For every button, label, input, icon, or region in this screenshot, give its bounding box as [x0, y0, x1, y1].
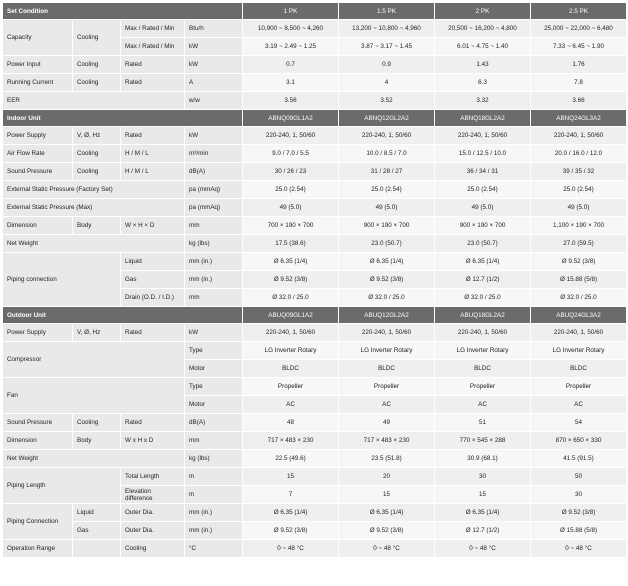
- spec-label-cell: Outdoor Unit: [3, 307, 243, 324]
- spec-row: [3, 199, 627, 217]
- spec-value-cell: 220-240, 1, 50/60: [339, 324, 435, 342]
- spec-value-cell: 41.5 (91.5): [531, 450, 627, 468]
- spec-value-cell: LG Inverter Rotary: [243, 342, 339, 360]
- spec-label-cell: [73, 540, 121, 558]
- spec-value-cell: AC: [243, 396, 339, 414]
- spec-value-cell: Ø 6.35 (1/4): [339, 504, 435, 522]
- spec-value-cell: 20.0 / 16.0 / 12.0: [531, 145, 627, 163]
- spec-label-cell: Running Current: [3, 74, 73, 92]
- spec-value-cell: 0 ~ 48 °C: [339, 540, 435, 558]
- spec-value-cell: 717 × 483 × 230: [243, 432, 339, 450]
- spec-value-cell: 49 (5.0): [243, 199, 339, 217]
- spec-row: [3, 163, 627, 181]
- spec-value-cell: 9.0 / 7.0 / 5.5: [243, 145, 339, 163]
- spec-label-cell: mm (in.): [185, 253, 243, 271]
- spec-label-cell: Max / Rated / Min: [121, 38, 185, 56]
- spec-value-cell: BLDC: [435, 360, 531, 378]
- spec-value-cell: 49 (5.0): [531, 199, 627, 217]
- spec-value-cell: 220-240, 1, 50/60: [435, 324, 531, 342]
- spec-label-cell: V, Ø, Hz: [73, 127, 121, 145]
- spec-value-cell: ABUQ18GL2A2: [435, 307, 531, 324]
- spec-label-cell: pa (mmAq): [185, 199, 243, 217]
- spec-label-cell: Cooling: [73, 163, 121, 181]
- spec-label-cell: Sound Pressure: [3, 163, 73, 181]
- spec-value-cell: BLDC: [243, 360, 339, 378]
- spec-label-cell: kW: [185, 324, 243, 342]
- spec-row: [3, 253, 627, 271]
- spec-value-cell: 700 × 190 × 700: [243, 217, 339, 235]
- spec-label-cell: Liquid: [121, 253, 185, 271]
- spec-label-cell: Body: [73, 432, 121, 450]
- spec-label-cell: Btu/h: [185, 20, 243, 38]
- spec-value-cell: 220-240, 1, 50/60: [531, 127, 627, 145]
- spec-value-cell: 3.66: [531, 92, 627, 110]
- spec-value-cell: LG Inverter Rotary: [531, 342, 627, 360]
- spec-value-cell: 1,100 × 190 × 700: [531, 217, 627, 235]
- spec-value-cell: BLDC: [339, 360, 435, 378]
- spec-value-cell: 3.87 ~ 3.17 ~ 1.45: [339, 38, 435, 56]
- spec-value-cell: 39 / 35 / 32: [531, 163, 627, 181]
- spec-value-cell: ABNQ18GL2A2: [435, 110, 531, 127]
- spec-label-cell: Fan: [3, 378, 185, 414]
- spec-label-cell: Net Weight: [3, 235, 185, 253]
- spec-value-cell: 0 ~ 48 °C: [435, 540, 531, 558]
- spec-value-cell: 22.5 (49.6): [243, 450, 339, 468]
- spec-value-cell: 770 × 545 × 288: [435, 432, 531, 450]
- spec-value-cell: 10.0 / 8.5 / 7.0: [339, 145, 435, 163]
- spec-label-cell: Dimension: [3, 217, 73, 235]
- spec-value-cell: 1 PK: [243, 3, 339, 20]
- spec-label-cell: Total Length: [121, 468, 185, 486]
- spec-label-cell: H / M / L: [121, 163, 185, 181]
- spec-value-cell: 25.0 (2.54): [243, 181, 339, 199]
- spec-value-cell: 25.0 (2.54): [435, 181, 531, 199]
- spec-label-cell: Type: [185, 378, 243, 396]
- spec-label-cell: Cooling: [73, 20, 121, 56]
- spec-label-cell: Cooling: [73, 56, 121, 74]
- spec-row: [3, 217, 627, 235]
- spec-label-cell: Rated: [121, 324, 185, 342]
- spec-label-cell: Rated: [121, 414, 185, 432]
- spec-label-cell: Piping Connection: [3, 504, 73, 540]
- spec-value-cell: 7.33 ~ 6.45 ~ 1.90: [531, 38, 627, 56]
- spec-label-cell: w/w: [185, 92, 243, 110]
- spec-label-cell: Outer Dia.: [121, 522, 185, 540]
- spec-label-cell: Indoor Unit: [3, 110, 243, 127]
- spec-value-cell: BLDC: [531, 360, 627, 378]
- spec-label-cell: W × H × D: [121, 217, 185, 235]
- spec-value-cell: Ø 6.35 (1/4): [339, 253, 435, 271]
- spec-table-body: [3, 3, 627, 558]
- spec-label-cell: External Static Pressure (Factory Set): [3, 181, 185, 199]
- spec-value-cell: 1.43: [435, 56, 531, 74]
- spec-value-cell: 3.52: [339, 92, 435, 110]
- spec-value-cell: 0.7: [243, 56, 339, 74]
- spec-label-cell: kg (lbs): [185, 235, 243, 253]
- spec-value-cell: 3.32: [435, 92, 531, 110]
- spec-label-cell: mm (in.): [185, 271, 243, 289]
- spec-row: [3, 504, 627, 522]
- spec-value-cell: 0.9: [339, 56, 435, 74]
- spec-value-cell: 2.5 PK: [531, 3, 627, 20]
- spec-label-cell: Drain (O.D. / I.D.): [121, 289, 185, 307]
- spec-label-cell: Motor: [185, 396, 243, 414]
- spec-label-cell: Rated: [121, 74, 185, 92]
- spec-value-cell: 0 ~ 48 °C: [531, 540, 627, 558]
- spec-value-cell: ABNQ24GL3A2: [531, 110, 627, 127]
- spec-value-cell: Ø 15.88 (5/8): [531, 271, 627, 289]
- spec-value-cell: 15.0 / 12.5 / 10.0: [435, 145, 531, 163]
- spec-value-cell: 25.0 (2.54): [531, 181, 627, 199]
- spec-value-cell: 15: [339, 486, 435, 504]
- spec-value-cell: 30.9 (68.1): [435, 450, 531, 468]
- spec-value-cell: Propeller: [339, 378, 435, 396]
- spec-value-cell: Ø 9.52 (3/8): [243, 522, 339, 540]
- spec-value-cell: ABNQ09GL1A2: [243, 110, 339, 127]
- spec-label-cell: Dimension: [3, 432, 73, 450]
- spec-value-cell: 49 (5.0): [435, 199, 531, 217]
- spec-value-cell: 10,900 ~ 8,500 ~ 4,260: [243, 20, 339, 38]
- spec-label-cell: Piping Length: [3, 468, 121, 504]
- spec-value-cell: 3.56: [243, 92, 339, 110]
- spec-value-cell: 31 / 28 / 27: [339, 163, 435, 181]
- spec-value-cell: Propeller: [531, 378, 627, 396]
- spec-row: [3, 92, 627, 110]
- spec-value-cell: Ø 9.52 (3/8): [531, 504, 627, 522]
- spec-value-cell: 220-240, 1, 50/60: [243, 127, 339, 145]
- spec-value-cell: 49 (5.0): [339, 199, 435, 217]
- spec-label-cell: mm (in.): [185, 504, 243, 522]
- spec-value-cell: 15: [435, 486, 531, 504]
- spec-label-cell: Power Supply: [3, 324, 73, 342]
- spec-label-cell: Piping connection: [3, 253, 121, 307]
- spec-value-cell: Ø 32.0 / 25.0: [339, 289, 435, 307]
- spec-value-cell: Ø 6.35 (1/4): [243, 253, 339, 271]
- spec-row: [3, 324, 627, 342]
- spec-value-cell: 220-240, 1, 50/60: [531, 324, 627, 342]
- spec-value-cell: 20: [339, 468, 435, 486]
- spec-value-cell: Ø 6.35 (1/4): [435, 253, 531, 271]
- spec-label-cell: W x H x D: [121, 432, 185, 450]
- spec-value-cell: 13,200 ~ 10,800 ~ 4,960: [339, 20, 435, 38]
- spec-label-cell: Cooling: [73, 74, 121, 92]
- spec-label-cell: External Static Pressure (Max): [3, 199, 185, 217]
- spec-label-cell: EER: [3, 92, 185, 110]
- section-header-row: [3, 307, 627, 324]
- spec-label-cell: Type: [185, 342, 243, 360]
- spec-value-cell: 6.3: [435, 74, 531, 92]
- spec-value-cell: ABUQ12GL2A2: [339, 307, 435, 324]
- spec-value-cell: 54: [531, 414, 627, 432]
- spec-value-cell: 220-240, 1, 50/60: [435, 127, 531, 145]
- spec-label-cell: dB(A): [185, 414, 243, 432]
- spec-value-cell: Ø 12.7 (1/2): [435, 522, 531, 540]
- spec-row: [3, 522, 627, 540]
- spec-row: [3, 432, 627, 450]
- spec-value-cell: 3.1: [243, 74, 339, 92]
- spec-value-cell: 30: [531, 486, 627, 504]
- spec-value-cell: 20,500 ~ 16,200 ~ 4,800: [435, 20, 531, 38]
- spec-value-cell: Ø 9.52 (3/8): [243, 271, 339, 289]
- spec-row: [3, 342, 627, 360]
- spec-value-cell: 6.01 ~ 4.75 ~ 1.40: [435, 38, 531, 56]
- spec-value-cell: 48: [243, 414, 339, 432]
- spec-value-cell: 17.5 (38.6): [243, 235, 339, 253]
- spec-row: [3, 20, 627, 38]
- spec-value-cell: AC: [531, 396, 627, 414]
- spec-label-cell: kg (lbs): [185, 450, 243, 468]
- spec-row: [3, 181, 627, 199]
- spec-value-cell: 1.76: [531, 56, 627, 74]
- spec-value-cell: 900 × 190 × 700: [435, 217, 531, 235]
- spec-value-cell: 4: [339, 74, 435, 92]
- spec-label-cell: kW: [185, 38, 243, 56]
- spec-label-cell: Rated: [121, 56, 185, 74]
- spec-value-cell: 23.0 (50.7): [339, 235, 435, 253]
- spec-value-cell: 0 ~ 48 °C: [243, 540, 339, 558]
- spec-value-cell: ABNQ12GL2A2: [339, 110, 435, 127]
- spec-label-cell: Cooling: [121, 540, 185, 558]
- spec-value-cell: Ø 32.0 / 25.0: [531, 289, 627, 307]
- spec-row: [3, 378, 627, 396]
- spec-row: [3, 74, 627, 92]
- spec-value-cell: 23.5 (51.8): [339, 450, 435, 468]
- spec-value-cell: 30 / 26 / 23: [243, 163, 339, 181]
- spec-label-cell: Body: [73, 217, 121, 235]
- spec-value-cell: 23.0 (50.7): [435, 235, 531, 253]
- spec-label-cell: mm (in.): [185, 522, 243, 540]
- spec-label-cell: Rated: [121, 127, 185, 145]
- spec-label-cell: pa (mmAq): [185, 181, 243, 199]
- spec-value-cell: 3.19 ~ 2.49 ~ 1.25: [243, 38, 339, 56]
- spec-value-cell: 717 × 483 × 230: [339, 432, 435, 450]
- spec-label-cell: Liquid: [73, 504, 121, 522]
- spec-value-cell: 27.0 (59.5): [531, 235, 627, 253]
- spec-value-cell: Ø 32.0 / 25.0: [243, 289, 339, 307]
- spec-label-cell: m: [185, 468, 243, 486]
- spec-label-cell: dB(A): [185, 163, 243, 181]
- spec-label-cell: Power Input: [3, 56, 73, 74]
- spec-label-cell: Operation Range: [3, 540, 73, 558]
- spec-value-cell: Ø 6.35 (1/4): [243, 504, 339, 522]
- spec-label-cell: Gas: [73, 522, 121, 540]
- spec-value-cell: Ø 32.0 / 25.0: [435, 289, 531, 307]
- spec-label-cell: Set Condition: [3, 3, 243, 20]
- spec-value-cell: 900 × 190 × 700: [339, 217, 435, 235]
- spec-value-cell: 49: [339, 414, 435, 432]
- spec-label-cell: kW: [185, 127, 243, 145]
- spec-label-cell: Cooling: [73, 414, 121, 432]
- spec-value-cell: 25,000 ~ 22,000 ~ 6,480: [531, 20, 627, 38]
- spec-value-cell: ABUQ24GL3A2: [531, 307, 627, 324]
- section-header-row: [3, 110, 627, 127]
- spec-value-cell: 50: [531, 468, 627, 486]
- spec-label-cell: Motor: [185, 360, 243, 378]
- spec-value-cell: Ø 15.88 (5/8): [531, 522, 627, 540]
- spec-label-cell: Net Weight: [3, 450, 185, 468]
- spec-table: [2, 2, 627, 558]
- spec-value-cell: Propeller: [243, 378, 339, 396]
- spec-value-cell: 25.0 (2.54): [339, 181, 435, 199]
- spec-value-cell: 7.8: [531, 74, 627, 92]
- spec-row: [3, 145, 627, 163]
- spec-label-cell: m: [185, 486, 243, 504]
- spec-label-cell: Outer Dia.: [121, 504, 185, 522]
- section-header-row: [3, 3, 627, 20]
- spec-row: [3, 56, 627, 74]
- spec-value-cell: 2 PK: [435, 3, 531, 20]
- spec-value-cell: 870 × 650 × 330: [531, 432, 627, 450]
- spec-value-cell: Propeller: [435, 378, 531, 396]
- spec-value-cell: Ø 12.7 (1/2): [435, 271, 531, 289]
- spec-row: [3, 414, 627, 432]
- spec-row: [3, 540, 627, 558]
- spec-value-cell: 51: [435, 414, 531, 432]
- spec-value-cell: 220-240, 1, 50/60: [243, 324, 339, 342]
- spec-label-cell: mm: [185, 289, 243, 307]
- spec-label-cell: Capacity: [3, 20, 73, 56]
- spec-label-cell: Air Flow Rate: [3, 145, 73, 163]
- spec-row: [3, 235, 627, 253]
- spec-value-cell: LG Inverter Rotary: [435, 342, 531, 360]
- spec-label-cell: mm: [185, 432, 243, 450]
- spec-value-cell: Ø 9.52 (3/8): [339, 271, 435, 289]
- spec-label-cell: A: [185, 74, 243, 92]
- spec-value-cell: 1.5 PK: [339, 3, 435, 20]
- spec-label-cell: V, Ø, Hz: [73, 324, 121, 342]
- spec-value-cell: Ø 9.52 (3/8): [531, 253, 627, 271]
- spec-value-cell: Ø 9.52 (3/8): [339, 522, 435, 540]
- spec-label-cell: kW: [185, 56, 243, 74]
- spec-label-cell: Gas: [121, 271, 185, 289]
- spec-label-cell: Sound Pressure: [3, 414, 73, 432]
- spec-label-cell: Cooling: [73, 145, 121, 163]
- spec-value-cell: Ø 6.35 (1/4): [435, 504, 531, 522]
- spec-label-cell: mm: [185, 217, 243, 235]
- spec-value-cell: 30: [435, 468, 531, 486]
- spec-value-cell: AC: [339, 396, 435, 414]
- spec-row: [3, 450, 627, 468]
- spec-label-cell: Elevation difference: [121, 486, 185, 504]
- spec-value-cell: 7: [243, 486, 339, 504]
- spec-value-cell: ABUQ09GL1A2: [243, 307, 339, 324]
- spec-value-cell: 220-240, 1, 50/60: [339, 127, 435, 145]
- spec-value-cell: 36 / 34 / 31: [435, 163, 531, 181]
- spec-label-cell: Compressor: [3, 342, 185, 378]
- spec-value-cell: 15: [243, 468, 339, 486]
- spec-label-cell: m³/min: [185, 145, 243, 163]
- spec-label-cell: Max / Rated / Min: [121, 20, 185, 38]
- spec-label-cell: Power Supply: [3, 127, 73, 145]
- spec-label-cell: H / M / L: [121, 145, 185, 163]
- spec-row: [3, 468, 627, 486]
- spec-value-cell: LG Inverter Rotary: [339, 342, 435, 360]
- spec-label-cell: °C: [185, 540, 243, 558]
- spec-row: [3, 127, 627, 145]
- spec-value-cell: AC: [435, 396, 531, 414]
